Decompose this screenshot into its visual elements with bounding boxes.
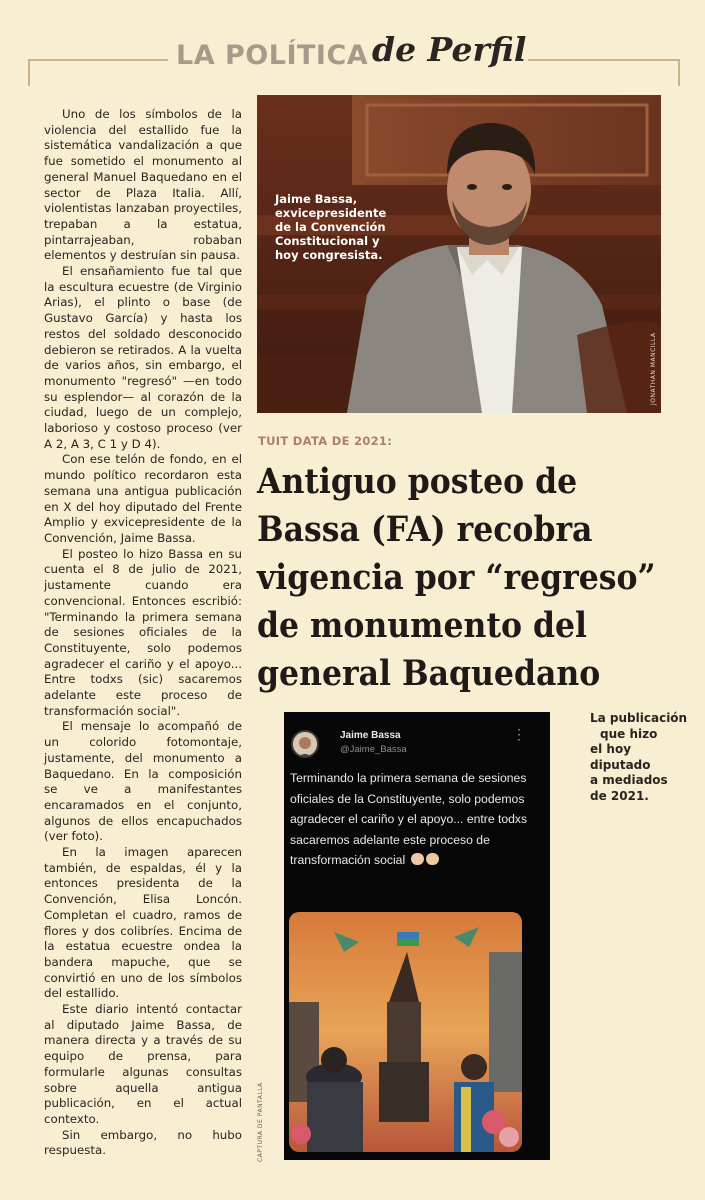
body-paragraph: El posteo lo hizo Bassa en su cuenta el 8 de julio de 2021, justamente cuando era convencional. Entonces escribió: "Terminando la primera semana de sesiones oficiales de la Constituyente, solo podemos agradecer el cariño y el apoyo... Entre todxs (sic) sacaremos adelante este proceso de transformación social". [44,546,242,718]
section-title-script: de Perfil [372,30,527,69]
header-rule-left [28,59,168,61]
photo-credit: JONATHAN MANCILLA [650,332,657,405]
header-rule-right [528,59,680,61]
body-paragraph: Este diario intentó contactar al diputado Jaime Bassa, de manera directa y a través de su equipo de prensa, para formularle algunas consultas sobre aquella antigua publicación, en el actual contexto. [44,1002,242,1126]
article-body [44,107,242,1159]
body-paragraph: Uno de los símbolos de la violencia del estallido fue la sistemática vandalización a que fue sometido el monumento al general Manuel Baquedano en el sector de Plaza Italia. Allí, violentistas lanzaban proyectiles, trepaban a la estatua, pintarrajeaban, robaban elementos y destruían sin pausa. [44,107,242,263]
tweet-author-handle: @Jaime_Bassa [340,744,407,755]
caption-line: de 2021. [590,788,649,803]
body-paragraph: El mensaje lo acompañó de un colorido fotomontaje, justamente, del monumento a Baquedano. En la composición se ve a manifestantes encaramados en el conjunto, algunos de ellos encapuchados (ver foto). [44,719,242,844]
body-paragraph: El ensañamiento fue tal que la escultura ecuestre (de Virginio Arias), el plinto o base (de Gustavo García) y hasta los restos del soldado desconocido debieron se retirados. A la vuelta de varios años, sin embargo, el monumento "regresó" —en todo su esplendor— al corazón de la ciudad, luego de un complejo, laborioso y costoso proceso (ver A 2, A 3, C 1 y D 4). [44,264,242,451]
raised-fist-icon [411,853,424,865]
photomontage-image [289,912,522,1152]
body-paragraph: Sin embargo, no hubo respuesta. [44,1127,242,1158]
more-options-icon: ⋮ [512,726,526,742]
section-title: LA POLÍTICA [176,40,369,71]
article-headline: Antiguo posteo de Bassa (FA) recobra vigencia por “regreso” de monumento del general Baquedano [257,461,656,694]
caption-line: La publicación [590,711,688,725]
body-paragraph: Con ese telón de fondo, en el mundo político recordaron esta semana una antigua publicación en X del hoy diputado del Frente Amplio y exvicepresidente de la Convención, Jaime Bassa. [44,452,242,545]
header-frame-right [678,60,680,86]
tweet-text [290,768,540,871]
article-kicker: TUIT DATA DE 2021: [258,434,393,448]
tweet-screenshot [284,712,550,1160]
caption-line: a mediados [590,773,668,787]
caption-line: el hoy diputado [590,742,651,772]
raised-fist-icon [426,853,439,865]
caption-line: que hizo [600,726,658,741]
photo-caption: Jaime Bassa, exvicepresidente de la Convención Constitucional y hoy congresista. [275,192,387,262]
body-paragraph: En la imagen aparecen también, de espaldas, él y la entonces presidenta de la Convención, Elisa Loncón. Completan el cuadro, ramos de flores y dos colibríes. Encima de la estatua ecuestre ondea la bandera mapuche, que se convirtió en uno de los símbolos del estallido. [44,845,242,1001]
tweet-text-content: Terminando la primera semana de sesiones oficiales de la Constituyente, solo podemos agradecer el cariño y el apoyo... entre todxs sacaremos adelante este proceso de transformación social [290,771,528,867]
avatar [291,730,319,758]
tweet-author-name: Jaime Bassa [340,730,401,741]
tweet-caption [590,711,695,804]
tweet-credit: CAPTURA DE PANTALLA [257,1082,264,1162]
header-frame-left [28,60,30,86]
